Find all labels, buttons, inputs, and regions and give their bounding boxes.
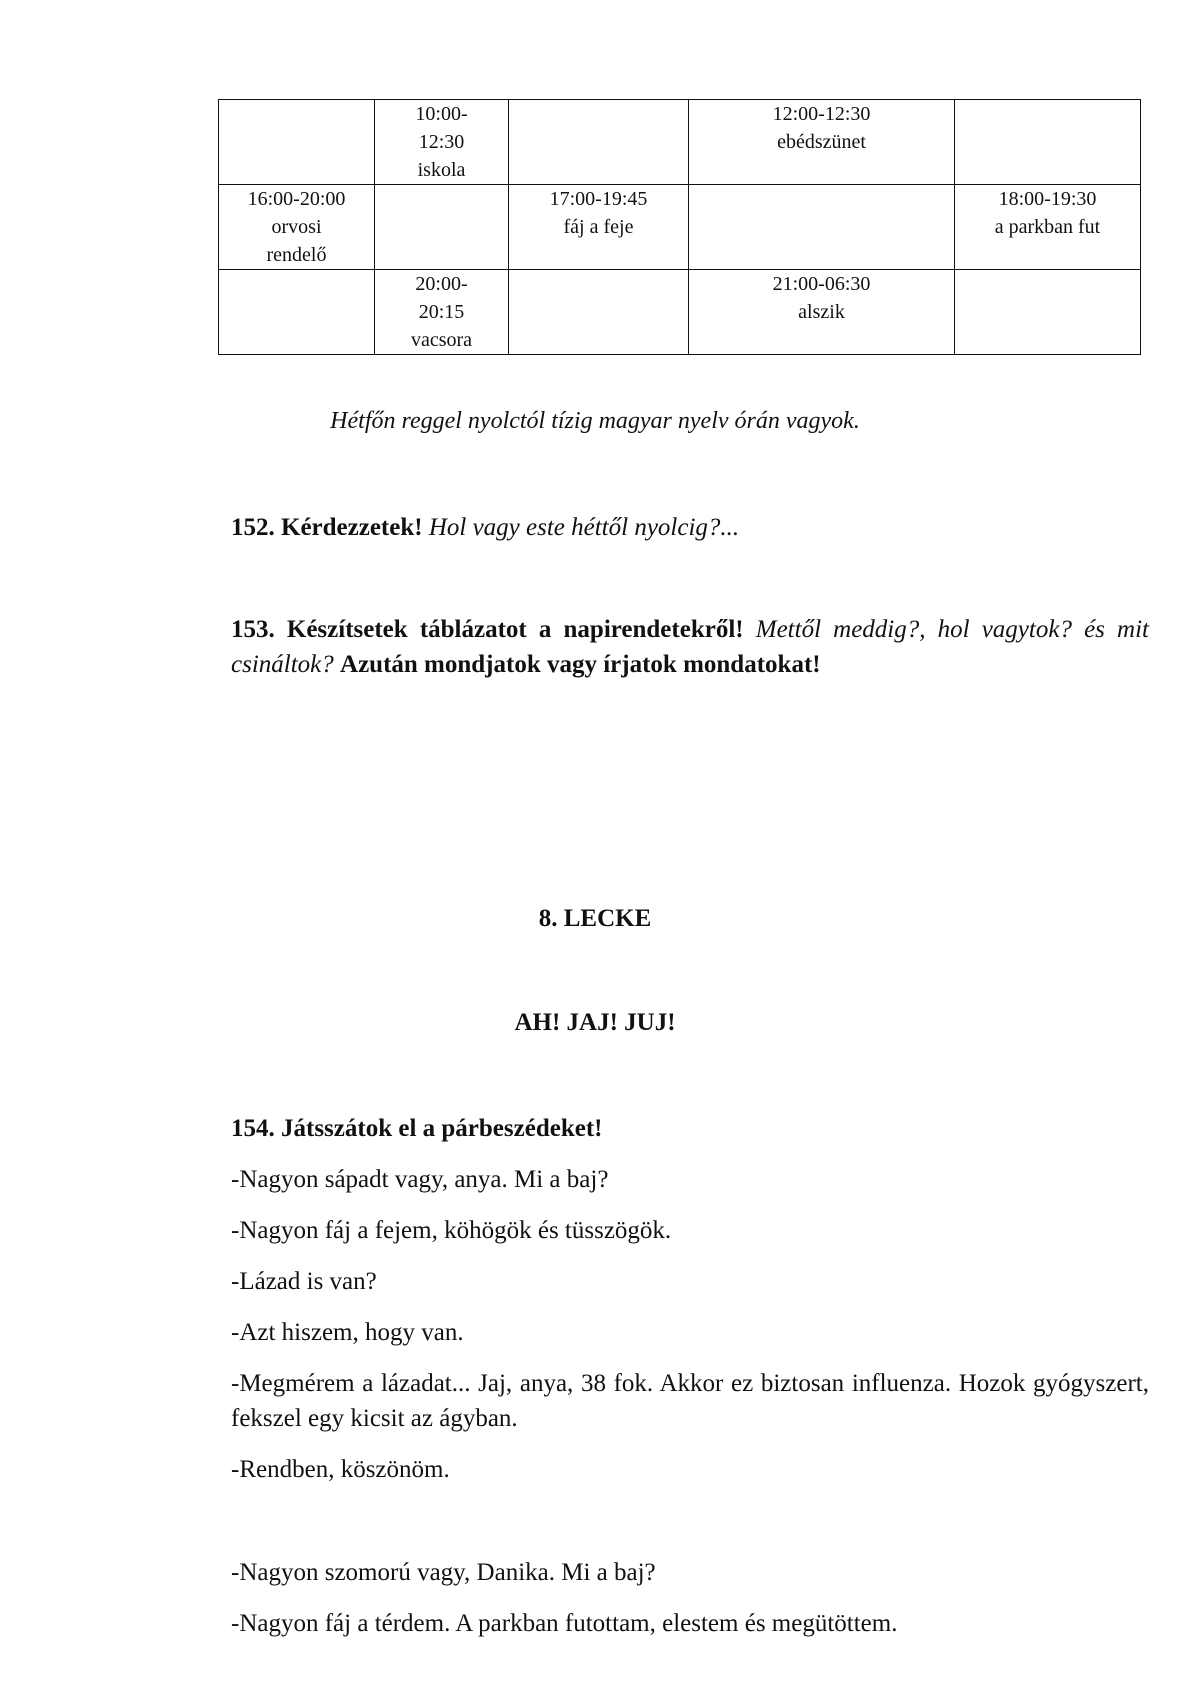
exercise-153-instruction: Azután mondjatok vagy írjatok mondatokat! — [340, 651, 821, 678]
schedule-cell — [955, 100, 1141, 185]
schedule-cell — [509, 100, 689, 185]
dialogue-line: -Nagyon fáj a fejem, köhögök és tüsszögök. — [231, 1217, 672, 1244]
exercise-152-question: Hol vagy este héttől nyolcig?... — [428, 514, 740, 541]
schedule-cell — [219, 185, 375, 270]
dialogue-line: -Rendben, köszönöm. — [231, 1456, 450, 1483]
schedule-cell-text: vacsora — [410, 329, 473, 351]
exercise-153-title: 153. Készítsetek táblázatot a napirendetekről! — [231, 616, 744, 643]
exercise-152 — [231, 510, 1149, 545]
schedule-cell-text: ebédszünet — [777, 131, 866, 153]
exercise-154-title-text: 154. Játsszátok el a párbeszédeket! — [231, 1115, 603, 1142]
dialogue-line: -Nagyon sápadt vagy, anya. Mi a baj? — [231, 1166, 609, 1193]
schedule-cell-text: 21:00-06:30 — [772, 273, 871, 295]
dialogue-line: -Nagyon szomorú vagy, Danika. Mi a baj? — [231, 1559, 656, 1586]
schedule-cell-text: 20:15 — [418, 301, 465, 323]
schedule-row — [219, 100, 1141, 185]
schedule-cell — [955, 185, 1141, 270]
schedule-cell-text: fáj a feje — [563, 216, 634, 238]
exercise-153 — [231, 612, 1149, 682]
schedule-cell — [375, 185, 509, 270]
exercise-154-title — [231, 1111, 1149, 1146]
schedule-row — [219, 270, 1141, 355]
lesson-number: 8. LECKE — [538, 905, 652, 932]
schedule-cell-text: orvosi — [271, 216, 322, 238]
lesson-title: AH! JAJ! JUJ! — [514, 1009, 676, 1036]
schedule-cell-text: 16:00-20:00 — [247, 188, 346, 210]
schedule-cell-text: a parkban fut — [994, 216, 1101, 238]
schedule-cell-text: 12:30 — [418, 131, 465, 153]
schedule-cell-text: 12:00-12:30 — [772, 103, 871, 125]
schedule-table — [218, 99, 1141, 355]
schedule-cell-text: 18:00-19:30 — [998, 188, 1097, 210]
schedule-row — [219, 185, 1141, 270]
dialogue-line: -Lázad is van? — [231, 1268, 377, 1295]
schedule-cell — [219, 100, 375, 185]
schedule-cell — [509, 270, 689, 355]
exercise-152-title: 152. Kérdezzetek! — [231, 514, 423, 541]
schedule-cell — [375, 100, 509, 185]
schedule-cell-text: 17:00-19:45 — [549, 188, 648, 210]
dialogue-line: -Nagyon fáj a térdem. A parkban futottam, elestem és megütöttem. — [231, 1610, 898, 1637]
schedule-cell — [689, 270, 955, 355]
schedule-cell — [375, 270, 509, 355]
schedule-cell — [955, 270, 1141, 355]
dialogue-line: -Megmérem a lázadat... Jaj, anya, 38 fok. Akkor ez biztosan influenza. Hozok gyógyszert, fekszel egy kicsit az ágyban. — [231, 1370, 1149, 1432]
schedule-cell — [689, 100, 955, 185]
dialogue-line: -Azt hiszem, hogy van. — [231, 1319, 464, 1346]
schedule-cell-text: 20:00- — [415, 273, 468, 295]
schedule-cell — [689, 185, 955, 270]
schedule-cell — [509, 185, 689, 270]
schedule-cell — [219, 270, 375, 355]
schedule-cell-text: 10:00- — [415, 103, 468, 125]
schedule-cell-text: rendelő — [266, 244, 327, 266]
exercise-153-questions: Mettől meddig?, hol vagytok? és mit csináltok? — [231, 616, 1149, 678]
schedule-cell-text: alszik — [798, 301, 845, 323]
schedule-cell-text: iskola — [417, 159, 466, 181]
schedule-body — [219, 100, 1141, 355]
example-sentence: Hétfőn reggel nyolctól tízig magyar nyelv órán vagyok. — [330, 408, 860, 434]
